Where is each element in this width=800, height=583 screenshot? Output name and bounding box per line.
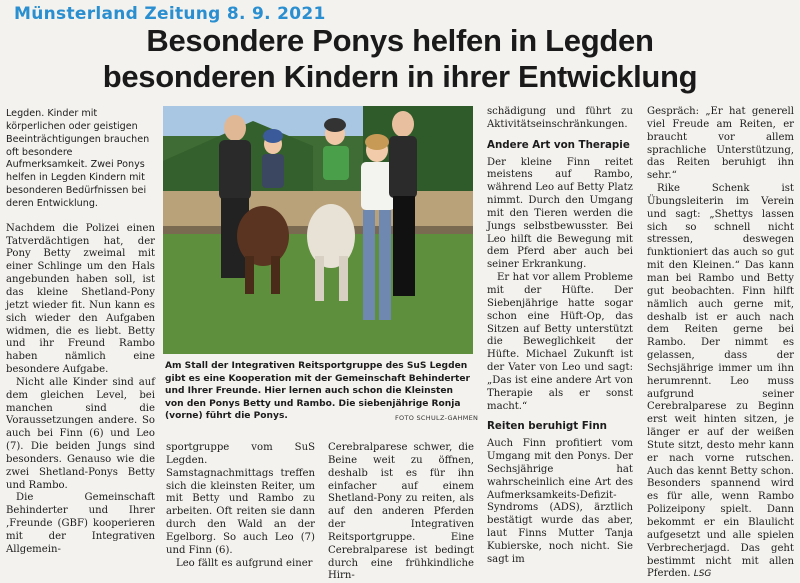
photo-caption: Am Stall der Integrativen Reitsportgruppe des SuS Legden gibt es eine Kooperation mit der Gemeinschaft Behinderter und Ihrer Freunde. Hier lernen auch schon die Kleinsten von den Ponys Betty und Rambo. Die siebenjährige Ronja (vorne) führt die Ponys. [165,361,471,421]
photo-credit: FOTO SCHULZ-GAHMEN [395,414,479,422]
body-paragraph: Leo fällt es aufgrund einer [176,557,313,569]
article-column-4 [487,106,633,567]
headline-line-1: Besondere Ponys helfen in Legden [146,23,654,58]
newspaper-masthead: Münsterland Zeitung 8. 9. 2021 [14,4,326,24]
body-paragraph: Nicht alle Kinder sind auf dem gleichen Level, bei manchen sind die Voraussetzungen andere. So auch bei Finn (6) und Leo (7). Die beiden Jungs sind besonders. Genauso wie die zwei Shetland-Ponys Betty und Rambo. [6,376,155,491]
body-paragraph: schädigung und führt zu Aktivitätseinschränkungen. [487,106,633,130]
body-paragraph [647,183,794,581]
body-paragraph-text: Rike Schenk ist Übungsleiterin im Verein und sagt: „Shettys lassen sich so schnell nicht stressen, deswegen funktioniert das auch so gut mit den Kleinen.“ Das kann man bei Rambo und Betty gut beobachten. Finn hilft nämlich auch gerne mit, deshalb ist er auch nach dem Reiten gerne bei Rambo. Der nimmt es gelassen, dass der Sechsjährige immer um ihn herumrennt. Leo muss aufgrund seiner Cerebralparese zu Beginn erst weit hinten sitzen, je länger er auf der weißen Stute sitzt, desto mehr kann er nach vorne rutschen. Auch das kennt Betty schon. Besonders spannend wird es für alle, wenn Rambo Polizeipony spielt. Dann bekommt er ein Blaulicht aufgesetzt und alle spielen Verbrecherjagd. Das geht bestimmt nicht mit allen Pferden. [647,183,794,580]
subheading-therapie: Andere Art von Therapie [487,138,630,151]
body-paragraph: Gespräch: „Er hat generell viel Freude am Reiten, er braucht vor allem sprachliche Unterstützung, das Reiten beruhigt ihn sehr.“ [647,106,794,182]
article-column-5 [647,106,794,581]
article-lead: Legden. Kinder mit körperlichen oder geistigen Beeinträchtigungen brauchen oft besondere Aufmerksamkeit. Zwei Ponys helfen in Legden Kindern mit besonderen Bedürfnissen bei deren Entwicklung. [6,108,150,209]
body-paragraph: Der kleine Finn reitet meistens auf Rambo, während Leo auf Betty Platz nimmt. Durch den Umgang mit den Tieren werden die Jungs selbstbewusster. Bei Leo hilft die Bewegung mit dem Pferd aber auch bei seiner Erkrankung. [487,156,633,271]
article-column-2 [166,442,315,570]
article-photo [163,106,473,354]
body-paragraph: Cerebralparese schwer, die Beine weit zu öffnen, deshalb ist es für ihn einfacher auf einem Shetland-Pony zu reiten, als auf den anderen Pferden der Integrativen Reitsportgruppe. Eine Cerebralparese ist bedingt durch eine frühkindliche Hirn- [328,442,474,582]
body-paragraph: Die Gemeinschaft Behinderter und Ihrer ‚Freunde (GBF) kooperieren mit der Integrativen Allgemein- [6,492,155,555]
body-paragraph: Nachdem die Polizei einen Tatverdächtigen hat, der Pony Betty zweimal mit einer Schlinge um den Hals angebunden haben soll, ist das kleine Shetland-Pony jetzt wieder fit. Nun kann es sich wieder den Aufgaben widmen, die es liebt. Betty und ihr Freund Rambo haben nämlich eine besondere Aufgabe. [6,222,155,376]
subheading-finn: Reiten beruhigt Finn [487,420,607,433]
photo-illustration [163,106,473,354]
headline-line-2: besonderen Kindern in ihrer Entwicklung [102,59,698,94]
author-signature: LSG [693,569,712,580]
article-column-3 [328,442,474,583]
article-column-1 [6,108,155,557]
body-paragraph: sportgruppe vom SuS Legden. Samstagnachmittags treffen sich die kleinsten Reiter, um mit Betty und Rambo zu arbeiten. Oft reiten sie dann durch den Wald an der Egelborg. So auch Leo (7) und Finn (6). [166,442,315,556]
body-paragraph: Er hat vor allem Probleme mit der Hüfte. Der Siebenjährige hatte sogar schon eine Hüft-Op, das Sitzen auf Betty unterstützt die Beweglichkeit der Hüfte. Michael Zukunft ist der Vater von Leo und sagt: „Das ist eine andere Art von Therapie als er sonst macht.“ [487,272,633,412]
body-paragraph: Auch Finn profitiert vom Umgang mit den Ponys. Der Sechsjährige hat wahrscheinlich eine Art des Aufmerksamkeits-Defizit-Syndroms (ADS), ärztlich bestätigt wurde das aber, laut Finns Mutter Tanja Kubierske, noch nicht. Sie sagt im [487,438,633,565]
